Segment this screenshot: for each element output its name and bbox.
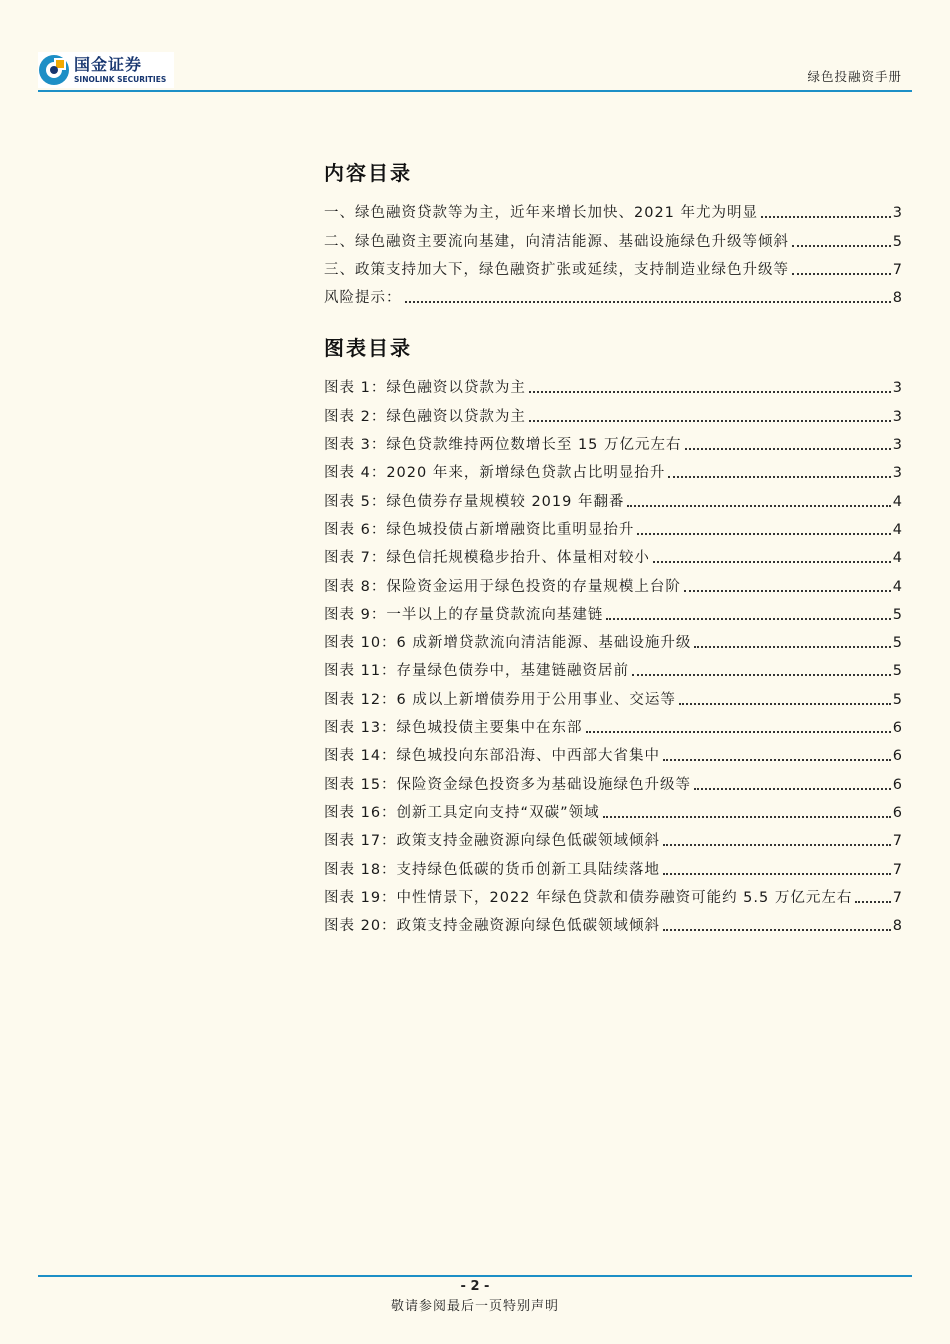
figure-entry-label: 图表 18：支持绿色低碳的货币创新工具陆续落地 bbox=[324, 861, 661, 878]
figure-entry[interactable] bbox=[324, 908, 902, 936]
figure-entry[interactable] bbox=[324, 880, 902, 908]
toc-entry-label: 三、政策支持加大下，绿色融资扩张或延续，支持制造业绿色升级等 bbox=[324, 261, 789, 278]
figure-entry[interactable] bbox=[324, 370, 902, 398]
figure-entry[interactable] bbox=[324, 823, 902, 851]
figure-entry-label: 图表 7：绿色信托规模稳步抬升、体量相对较小 bbox=[324, 550, 650, 567]
toc-entry-label: 一、绿色融资贷款等为主，近年来增长加快、2021 年尤为明显 bbox=[324, 205, 759, 222]
contents-list bbox=[324, 195, 902, 308]
figure-entry-label: 图表 20：政策支持金融资源向绿色低碳领域倾斜 bbox=[324, 918, 661, 935]
dot-leader bbox=[663, 759, 891, 761]
toc-entry[interactable] bbox=[324, 252, 902, 280]
figure-entry-label: 图表 5：绿色债券存量规模较 2019 年翻番 bbox=[324, 493, 625, 510]
toc-entry[interactable] bbox=[324, 223, 902, 251]
dot-leader bbox=[632, 674, 891, 676]
figure-entry[interactable] bbox=[324, 766, 902, 794]
figure-entry[interactable] bbox=[324, 738, 902, 766]
toc-entry-page: 5 bbox=[892, 233, 902, 250]
dot-leader bbox=[694, 646, 890, 648]
page-number: - 2 - bbox=[460, 1279, 490, 1294]
dot-leader bbox=[668, 476, 890, 478]
dot-leader bbox=[663, 873, 891, 875]
figure-entry-page: 4 bbox=[892, 521, 902, 538]
figure-entry-label: 图表 16：创新工具定向支持“双碳”领域 bbox=[324, 804, 600, 821]
figure-entry[interactable] bbox=[324, 427, 902, 455]
figure-entry-page: 6 bbox=[892, 748, 902, 765]
toc-entry-label: 风险提示： bbox=[324, 290, 402, 307]
dot-leader bbox=[685, 448, 891, 450]
figure-entry-label: 图表 13：绿色城投债主要集中在东部 bbox=[324, 720, 583, 737]
figure-entry-page: 6 bbox=[892, 804, 902, 821]
figure-entry-label: 图表 19：中性情景下，2022 年绿色贷款和债券融资可能约 5.5 万亿元左右 bbox=[324, 889, 853, 906]
figure-entry-page: 7 bbox=[892, 889, 902, 906]
dot-leader bbox=[694, 788, 891, 790]
figure-entry-label: 图表 17：政策支持金融资源向绿色低碳领域倾斜 bbox=[324, 833, 661, 850]
dot-leader bbox=[627, 505, 890, 507]
figure-entry[interactable] bbox=[324, 455, 902, 483]
dot-leader bbox=[792, 273, 891, 275]
figure-entry-label: 图表 1：绿色融资以贷款为主 bbox=[324, 380, 526, 397]
toc-entry-label: 二、绿色融资主要流向基建，向清洁能源、基础设施绿色升级等倾斜 bbox=[324, 233, 789, 250]
report-series-title: 绿色投融资手册 bbox=[807, 69, 902, 84]
figure-entry-label: 图表 15：保险资金绿色投资多为基础设施绿色升级等 bbox=[324, 776, 692, 793]
dot-leader bbox=[603, 816, 891, 818]
dot-leader bbox=[663, 844, 891, 846]
figure-entry[interactable] bbox=[324, 625, 902, 653]
page-header bbox=[38, 52, 912, 92]
company-logo bbox=[38, 52, 174, 88]
section-spacer bbox=[324, 308, 902, 330]
dot-leader bbox=[606, 618, 890, 620]
figure-entry-page: 7 bbox=[892, 861, 902, 878]
figure-entry-page: 8 bbox=[892, 918, 902, 935]
figures-heading: 图表目录 bbox=[324, 336, 412, 361]
toc-entry[interactable] bbox=[324, 195, 902, 223]
figure-entry-page: 4 bbox=[892, 578, 902, 595]
figure-entry-label: 图表 11：存量绿色债券中，基建链融资居前 bbox=[324, 663, 630, 680]
figures-list bbox=[324, 370, 902, 936]
figure-entry-page: 5 bbox=[892, 606, 902, 623]
dot-leader bbox=[679, 703, 891, 705]
figure-entry[interactable] bbox=[324, 597, 902, 625]
figure-entry-page: 3 bbox=[892, 380, 902, 397]
dot-leader bbox=[637, 533, 890, 535]
figure-entry-page: 6 bbox=[892, 776, 902, 793]
figure-entry-page: 7 bbox=[892, 833, 902, 850]
figure-entry-label: 图表 10：6 成新增贷款流向清洁能源、基础设施升级 bbox=[324, 635, 692, 652]
toc-entry-page: 7 bbox=[892, 261, 902, 278]
dot-leader bbox=[586, 731, 891, 733]
figure-entry[interactable] bbox=[324, 653, 902, 681]
logo-chinese-name: 国金证券 bbox=[74, 54, 143, 74]
figure-entry[interactable] bbox=[324, 398, 902, 426]
dot-leader bbox=[792, 245, 891, 247]
figure-entry-label: 图表 2：绿色融资以贷款为主 bbox=[324, 408, 526, 425]
figure-entry[interactable] bbox=[324, 681, 902, 709]
figure-entry-page: 3 bbox=[892, 408, 902, 425]
figure-entry[interactable] bbox=[324, 512, 902, 540]
dot-leader bbox=[684, 590, 891, 592]
figure-entry[interactable] bbox=[324, 710, 902, 738]
contents-heading: 内容目录 bbox=[324, 161, 412, 185]
header-divider bbox=[38, 90, 912, 92]
figure-entry-page: 6 bbox=[892, 720, 902, 737]
figure-entry-label: 图表 4：2020 年来，新增绿色贷款占比明显抬升 bbox=[324, 465, 666, 482]
dot-leader bbox=[405, 301, 891, 303]
figure-entry-page: 4 bbox=[892, 550, 902, 567]
table-of-contents bbox=[324, 155, 902, 936]
sinolink-logo-icon bbox=[38, 54, 70, 86]
figure-entry-label: 图表 8：保险资金运用于绿色投资的存量规模上台阶 bbox=[324, 578, 681, 595]
footer-divider bbox=[38, 1275, 912, 1277]
figure-entry-label: 图表 14：绿色城投向东部沿海、中西部大省集中 bbox=[324, 748, 661, 765]
figure-entry-page: 5 bbox=[892, 663, 902, 680]
logo-english-name: SINOLINK SECURITIES bbox=[74, 74, 167, 84]
figure-entry-page: 3 bbox=[892, 465, 902, 482]
figure-entry[interactable] bbox=[324, 540, 902, 568]
disclaimer-notice: 敬请参阅最后一页特别声明 bbox=[390, 1299, 559, 1314]
dot-leader bbox=[653, 561, 891, 563]
figure-entry[interactable] bbox=[324, 851, 902, 879]
figure-entry-page: 5 bbox=[892, 691, 902, 708]
figure-entry[interactable] bbox=[324, 795, 902, 823]
figure-entry-label: 图表 12：6 成以上新增债券用于公用事业、交运等 bbox=[324, 691, 676, 708]
figure-entry-page: 5 bbox=[892, 635, 902, 652]
dot-leader bbox=[855, 901, 890, 903]
figure-entry-page: 4 bbox=[892, 493, 902, 510]
figure-entry-label: 图表 3：绿色贷款维持两位数增长至 15 万亿元左右 bbox=[324, 437, 682, 454]
toc-entry[interactable] bbox=[324, 280, 902, 308]
figure-entry-label: 图表 9：一半以上的存量贷款流向基建链 bbox=[324, 606, 604, 623]
dot-leader bbox=[761, 216, 891, 218]
dot-leader bbox=[529, 420, 891, 422]
figure-entry-page: 3 bbox=[892, 437, 902, 454]
figure-entry[interactable] bbox=[324, 568, 902, 596]
toc-entry-page: 8 bbox=[892, 290, 902, 307]
dot-leader bbox=[529, 391, 891, 393]
toc-entry-page: 3 bbox=[892, 205, 902, 222]
figure-entry-label: 图表 6：绿色城投债占新增融资比重明显抬升 bbox=[324, 521, 635, 538]
figure-entry[interactable] bbox=[324, 483, 902, 511]
dot-leader bbox=[663, 929, 891, 931]
